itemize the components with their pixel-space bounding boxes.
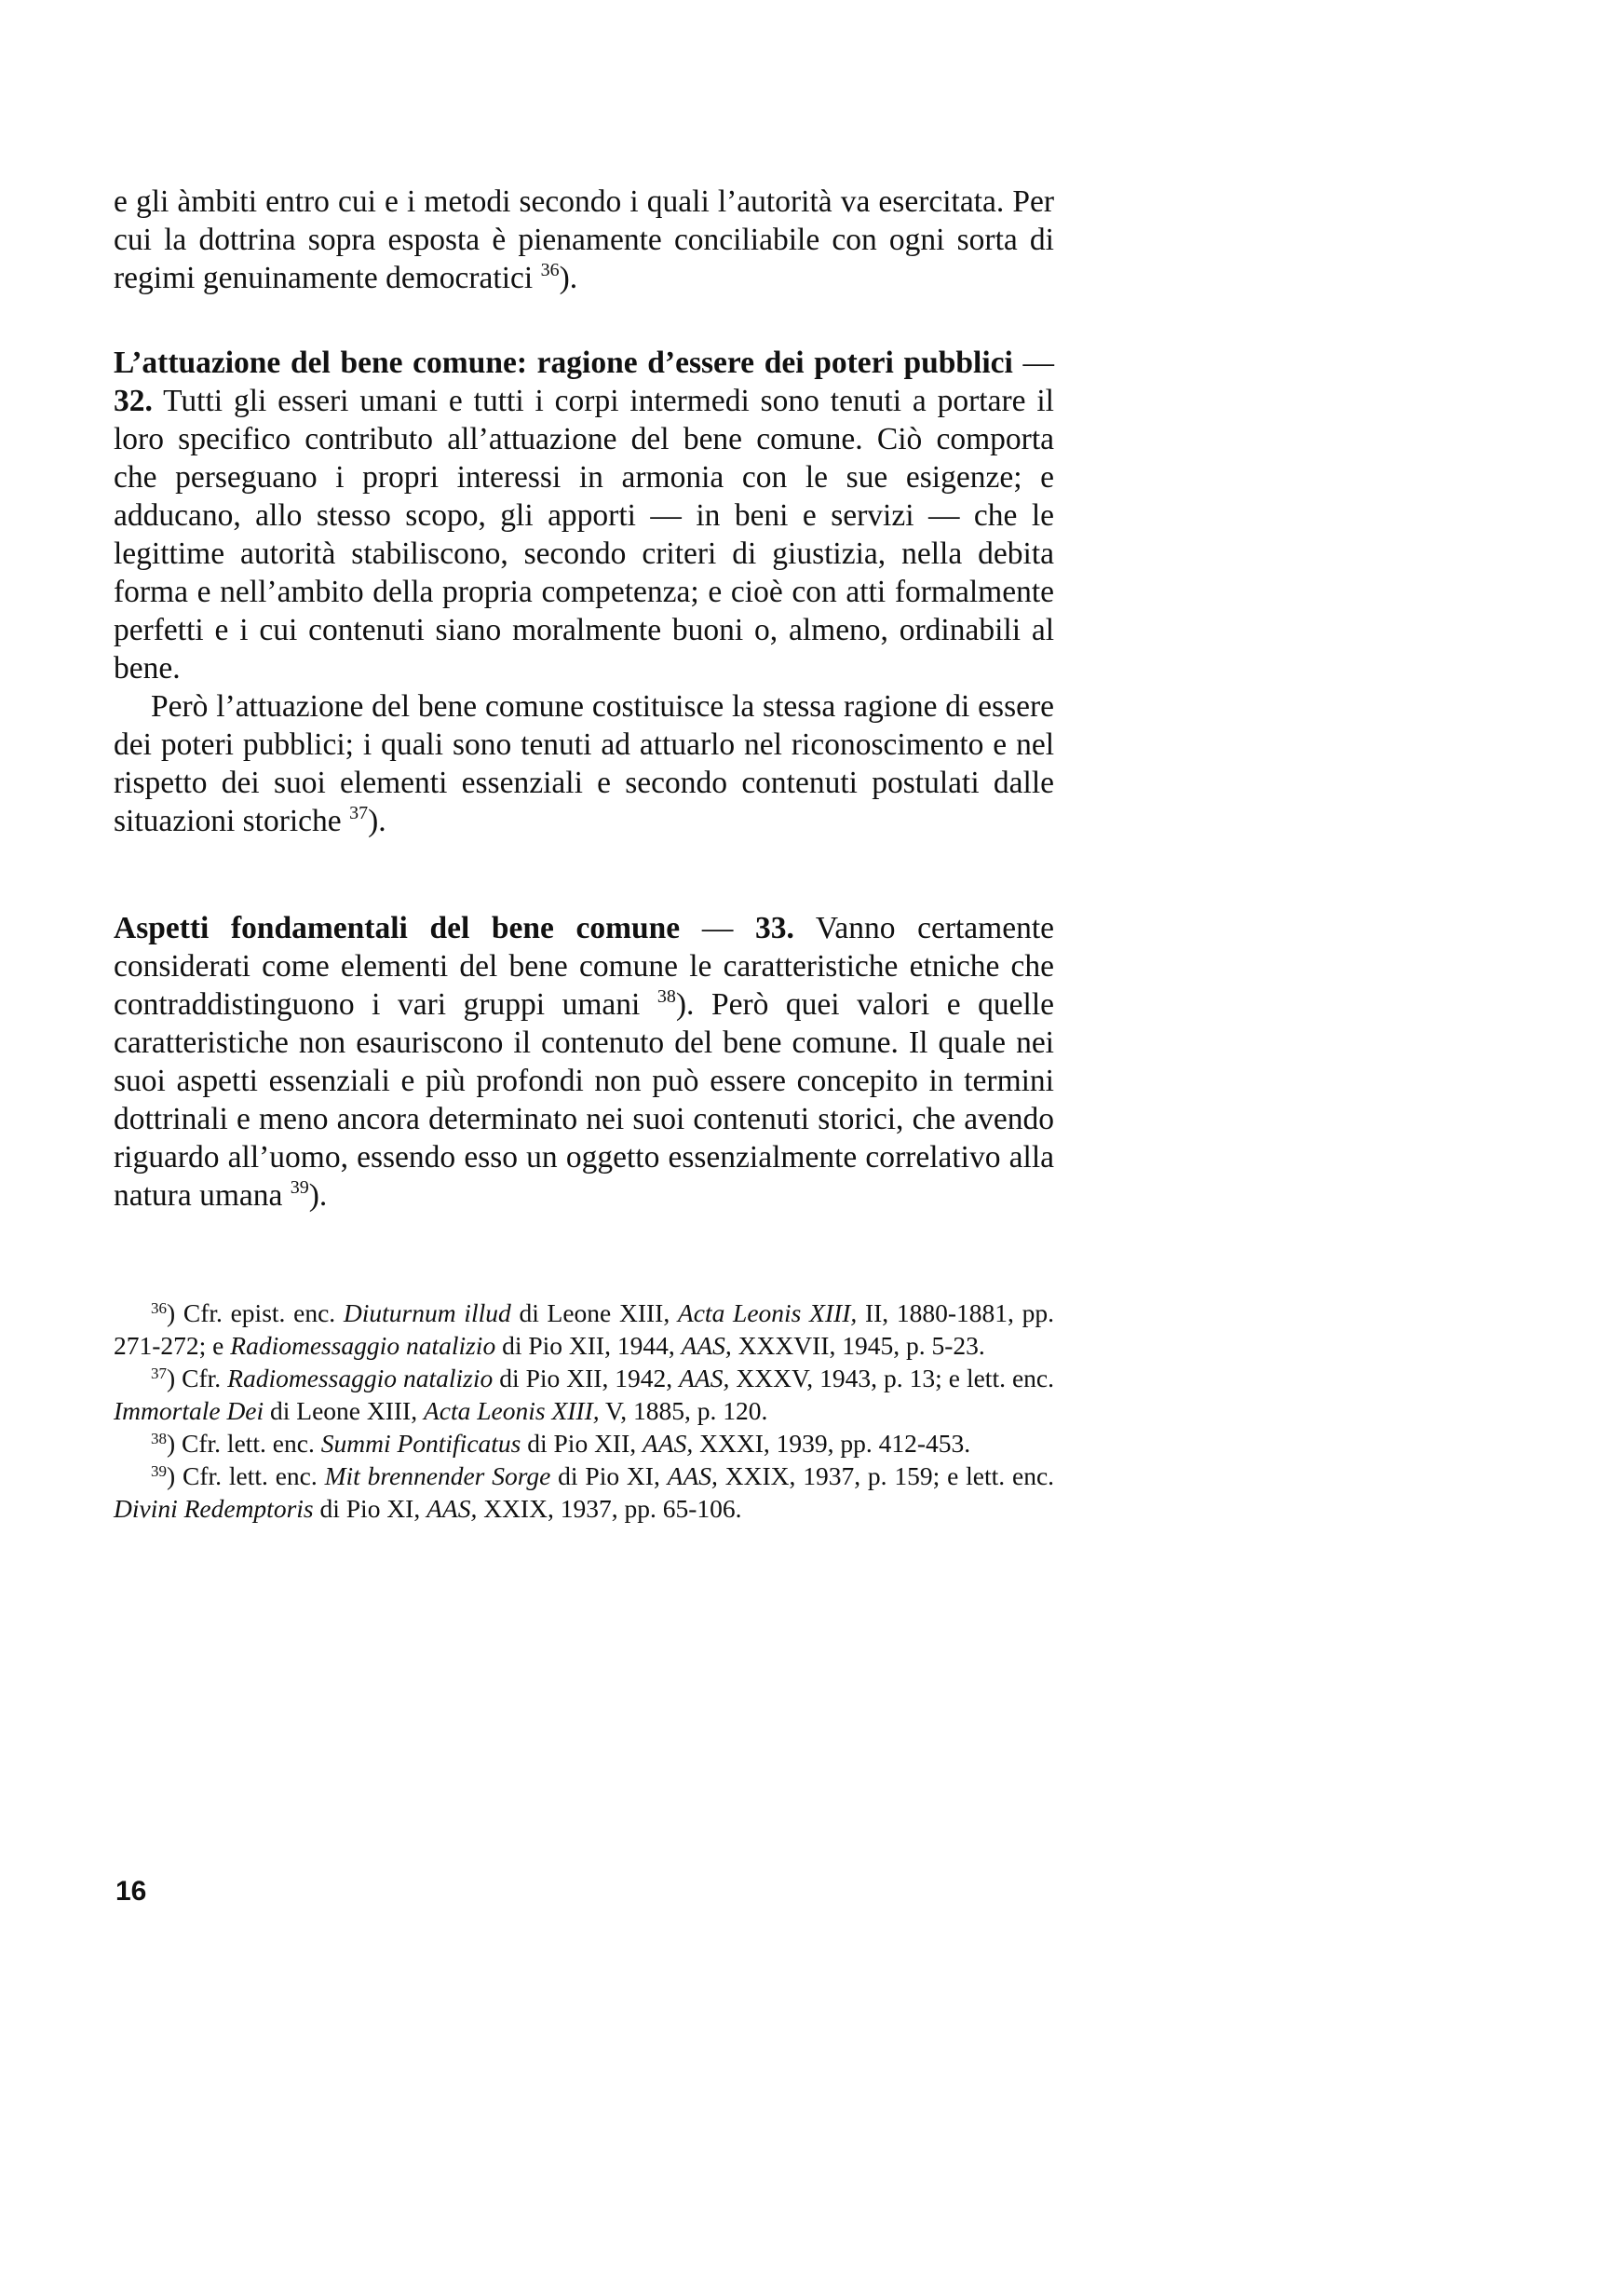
- intro-text: e gli àmbiti entro cui e i metodi secondo i quali l’autorità va esercitata. Per cui la dottrina sopra esposta è pienamente conciliabile con ogni sorta di regimi genuinamente democratici: [114, 184, 1054, 295]
- footnote-37: [114, 1362, 1054, 1427]
- footnote-text: XXIX, 1937, p. 159; e lett. enc.: [717, 1461, 1055, 1490]
- footnote-title: Radiomessaggio natalizio: [227, 1364, 494, 1392]
- footnote-text: ) Cfr. epist. enc.: [167, 1298, 344, 1327]
- section-32-paragraph: [114, 344, 1054, 687]
- footnote-text: di Pio XI,: [550, 1461, 668, 1490]
- footnote-title: AAS,: [643, 1429, 694, 1458]
- document-page: [114, 183, 1054, 1525]
- footnote-text: XXXI, 1939, pp. 412-453.: [693, 1429, 971, 1458]
- footnote-ref-36[interactable]: 36: [540, 260, 560, 280]
- footnote-text: di Leone XIII,: [264, 1396, 424, 1425]
- footnote-text: II, 1880-1881, pp. 271-272; e: [114, 1298, 1054, 1360]
- section-32-number: 32.: [114, 384, 153, 418]
- section-33-dash: —: [680, 911, 755, 945]
- footnote-39: [114, 1460, 1054, 1525]
- footnote-title: Diuturnum illud: [343, 1298, 511, 1327]
- footnote-ref-37[interactable]: 37: [349, 803, 369, 823]
- section-32-dash: —: [1012, 346, 1055, 380]
- section-32-text: Tutti gli esseri umani e tutti i corpi intermedi sono tenuti a portare il loro specifico contributo all’attuazione del bene comune. Ciò comporta che perseguano i propri interessi in armonia con le sue esigenze; e adducano, allo stesso scopo, gli apporti — in beni e servizi — che le legittime autorità stabiliscono, secondo criteri di giustizia, nella debita forma e nell’ambito della propria competenza; e cioè con atti formalmente perfetti e i cui contenuti siano moralmente buoni o, almeno, ordinabili al bene.: [114, 384, 1054, 686]
- footnote-title: Radiomessaggio natalizio: [230, 1331, 496, 1360]
- footnote-title: Mit brennender Sorge: [324, 1461, 551, 1490]
- footnote-text: di Pio XII,: [521, 1429, 643, 1458]
- footnote-title: Summi Pontificatus: [320, 1429, 521, 1458]
- footnote-text: XXXVII, 1945, p. 5-23.: [731, 1331, 985, 1360]
- footnote-mark: 37: [151, 1365, 167, 1382]
- footnote-text: ) Cfr. lett. enc.: [167, 1461, 325, 1490]
- footnote-title: Acta Leonis XIII,: [423, 1396, 600, 1425]
- footnote-text: XXXV, 1943, p. 13; e lett. enc.: [729, 1364, 1054, 1392]
- footnotes: [114, 1297, 1054, 1525]
- footnote-title: Acta Leonis XIII,: [677, 1298, 858, 1327]
- section-32-paragraph-2: [114, 687, 1054, 840]
- footnote-title: Divini Redemptoris: [114, 1494, 314, 1523]
- section-33-heading: Aspetti fondamentali del bene comune: [114, 911, 681, 945]
- footnote-text: ) Cfr. lett. enc.: [167, 1429, 321, 1458]
- footnote-text: di Leone XIII,: [510, 1298, 678, 1327]
- footnote-title: AAS,: [426, 1494, 478, 1523]
- section-32-text-2: Però l’attuazione del bene comune costituisce la stessa ragione di essere dei poteri pubblici; i quali sono tenuti ad attuarlo nel riconoscimento e nel rispetto dei suoi elementi essenziali e secondo contenuti postulati dalle situazioni storiche: [114, 689, 1054, 838]
- section-33-end: ).: [308, 1178, 328, 1213]
- footnote-title: AAS,: [681, 1331, 732, 1360]
- intro-end: ).: [559, 261, 578, 295]
- footnote-mark: 38: [151, 1430, 167, 1447]
- footnote-ref-38[interactable]: 38: [656, 986, 676, 1007]
- footnote-text: ) Cfr.: [167, 1364, 228, 1392]
- footnote-36: [114, 1297, 1054, 1362]
- section-33-number: 33.: [754, 911, 794, 945]
- section-33-text-1: Vanno certamente considerati come elementi del bene comune le caratteristiche etniche che contraddistinguono i vari gruppi umani: [114, 911, 1055, 1022]
- footnote-title: AAS,: [667, 1461, 718, 1490]
- footnote-38: [114, 1427, 1054, 1460]
- section-33-paragraph: [114, 909, 1054, 1215]
- intro-paragraph: [114, 183, 1054, 297]
- footnote-title: AAS,: [679, 1364, 730, 1392]
- footnote-text: di Pio XI,: [313, 1494, 427, 1523]
- footnote-mark: 39: [151, 1462, 167, 1480]
- footnote-text: XXIX, 1937, pp. 65-106.: [477, 1494, 742, 1523]
- footnote-text: di Pio XII, 1944,: [495, 1331, 682, 1360]
- page-number: 16: [115, 1876, 147, 1907]
- section-32-heading: L’attuazione del bene comune: ragione d’essere dei poteri pubblici: [114, 346, 1013, 380]
- footnote-text: di Pio XII, 1942,: [493, 1364, 680, 1392]
- footnote-mark: 36: [151, 1299, 167, 1317]
- footnote-text: V, 1885, p. 120.: [599, 1396, 768, 1425]
- footnote-title: Immortale Dei: [114, 1396, 264, 1425]
- section-33-text-2: ). Però quei valori e quelle caratteristiche non esauriscono il contenuto del bene comune. Il quale nei suoi aspetti essenziali e più profondi non può essere concepito in termini dottrinali e meno ancora determinato nei suoi contenuti storici, che avendo riguardo all’uomo, essendo esso un oggetto essenzialmente correlativo alla natura umana: [114, 987, 1054, 1213]
- section-32-end: ).: [368, 804, 386, 838]
- footnote-ref-39[interactable]: 39: [290, 1177, 309, 1198]
